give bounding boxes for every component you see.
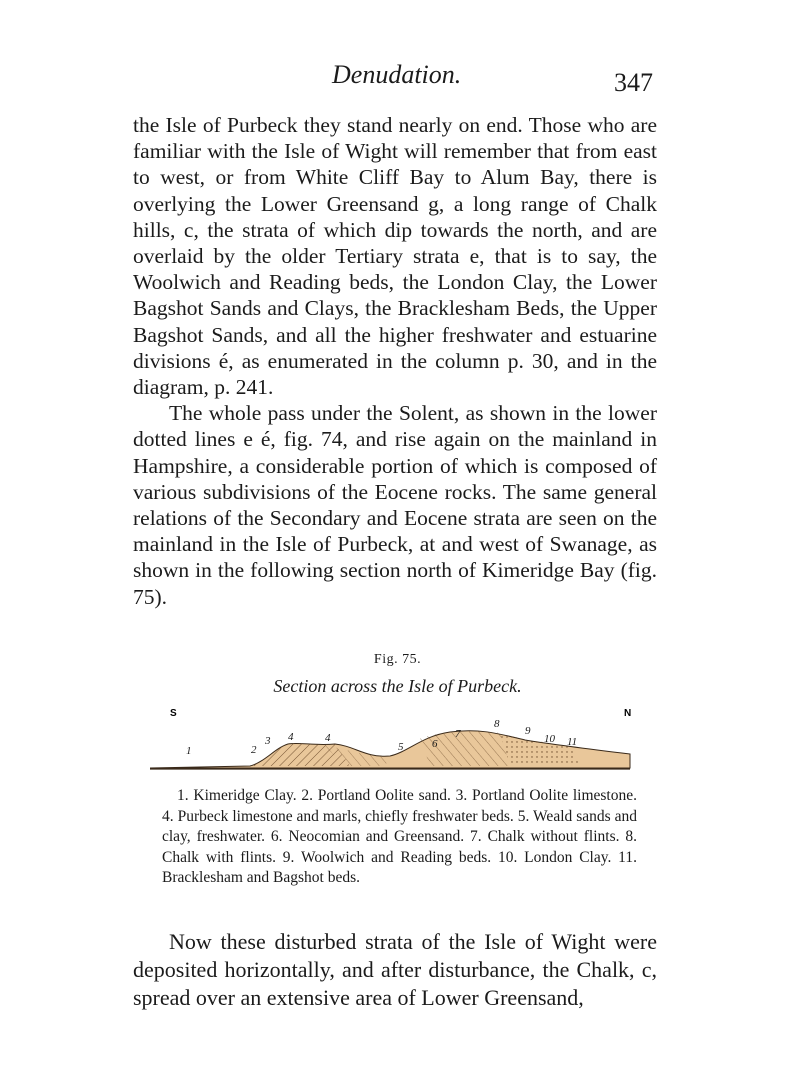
running-title: Denudation. xyxy=(332,60,462,89)
bed-number-10: 10 xyxy=(544,733,555,745)
paragraph-3: Now these disturbed strata of the Isle of Wight were deposited horizontally, and after disturbance, the Chalk, c, spread over an extensive area of Lower Greensand, xyxy=(133,929,657,1010)
bed-number-2: 2 xyxy=(251,744,257,756)
bed-number-7: 7 xyxy=(455,728,461,740)
figure-label: Fig. 75. xyxy=(373,652,422,667)
compass-south: S xyxy=(170,708,177,719)
figure-legend xyxy=(162,786,637,889)
bed-number-5: 5 xyxy=(398,741,404,753)
bed-number-8: 8 xyxy=(494,718,500,730)
compass-north: N xyxy=(624,708,632,719)
bed-number-11: 11 xyxy=(567,736,578,748)
bed-number-4a: 4 xyxy=(288,731,294,743)
bed-number-9: 9 xyxy=(525,725,531,737)
legend-text: 1. Kimeridge Clay. 2. Portland Oolite sand. 3. Portland Oolite limestone. 4. Purbeck limestone and marls, chiefly freshwater beds. 5. Weald sands and clay, freshwater. 6. Neocomian and Greensand. 7. Chalk without flints. 8. Chalk with flints. 9. Woolwich and Reading beds. 10. London Clay. 11. Bracklesham and Bagshot beds. xyxy=(162,787,637,887)
figure-caption: Section across the Isle of Purbeck. xyxy=(273,676,522,696)
paragraph-1: the Isle of Purbeck they stand nearly on end. Those who are familiar with the Isle of Wight will remember that from east to west, or from White Cliff Bay to Alum Bay, there is overlying the Lower Greensand g, a long range of Chalk hills, c, the strata of which dip towards the north, and are overlaid by the older Tertiary strata e, that is to say, the Woolwich and Reading beds, the London Clay, the Lower Bagshot Sands and Clays, the Bracklesham Beds, the Upper Bagshot Sands, and all the higher freshwater and estuarine divisions é, as enumerated in the column p. 30, and in the diagram, p. 241. xyxy=(133,113,657,400)
section-diagram xyxy=(150,700,650,780)
bed-number-3: 3 xyxy=(265,735,271,747)
bed-number-1: 1 xyxy=(186,745,192,757)
bed-number-4b: 4 xyxy=(325,732,331,744)
body-text-top xyxy=(133,112,657,610)
page-header xyxy=(0,60,795,100)
bed-number-6: 6 xyxy=(432,738,438,750)
body-text-bottom xyxy=(133,928,657,1012)
paragraph-2: The whole pass under the Solent, as shown in the lower dotted lines e é, fig. 74, and rise again on the mainland in Hampshire, a considerable portion of which is composed of various subdivisions of the Eocene rocks. The same general relations of the Secondary and Eocene strata are seen on the mainland in the Isle of Purbeck, at and west of Swanage, as shown in the following section north of Kimeridge Bay (fig. 75). xyxy=(133,401,657,609)
page-number: 347 xyxy=(614,68,653,97)
